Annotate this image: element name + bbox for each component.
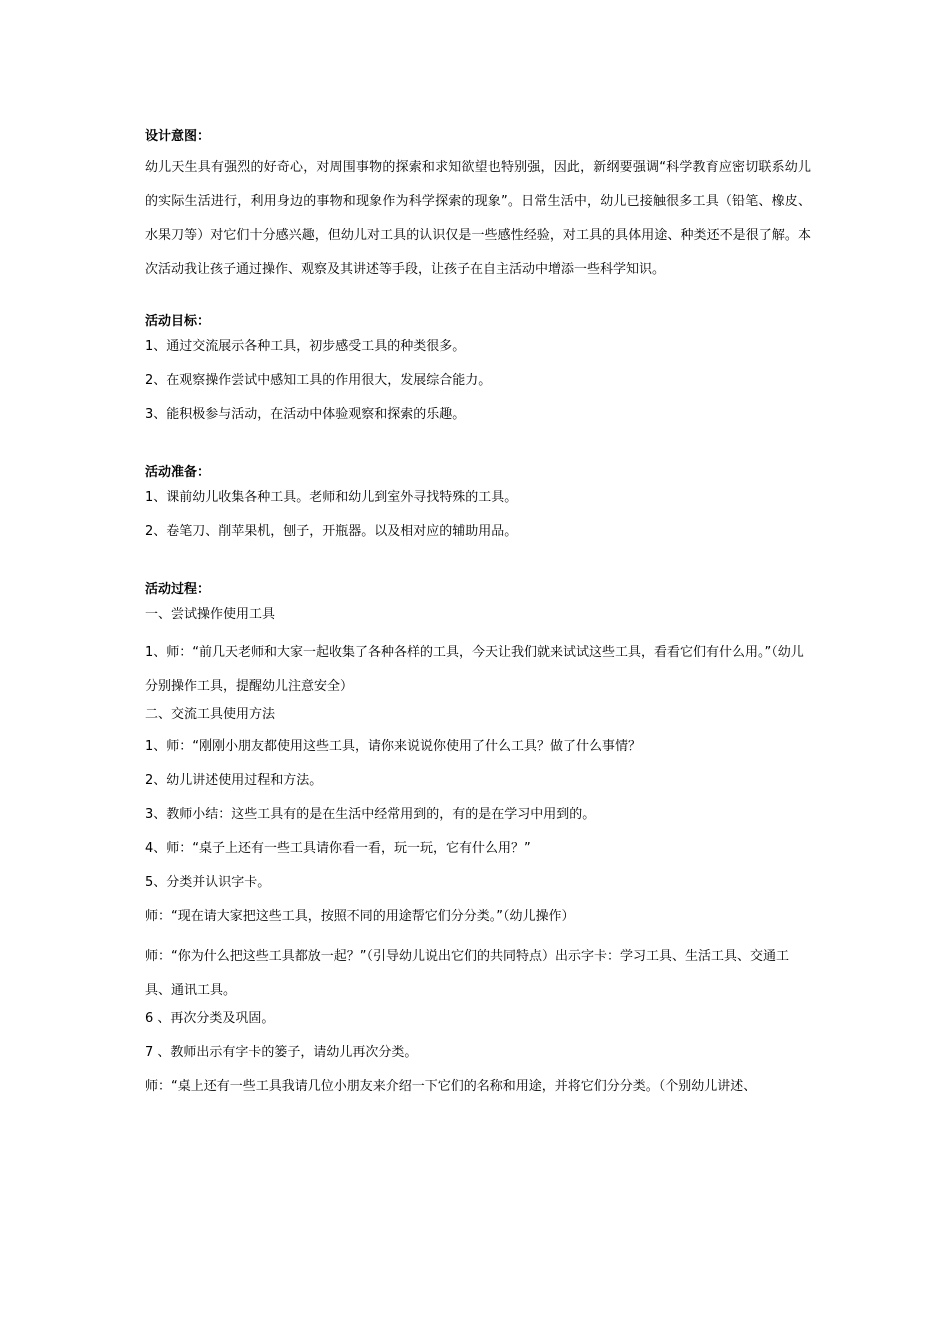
preparation-item: 2、卷笔刀、削苹果机，刨子，开瓶器。以及相对应的辅助用品。 — [145, 524, 518, 539]
process-part2-item: 3、教师小结：这些工具有的是在生活中经常用到的，有的是在学习中用到的。 — [145, 807, 596, 822]
section-process — [145, 579, 811, 1097]
section-design-intent — [145, 126, 811, 287]
preparation-heading: 活动准备： — [145, 465, 211, 480]
teacher-line: 师：“桌上还有一些工具我请几位小朋友来介绍一下它们的名称和用途，并将它们分分类。（个别幼儿讲述、 — [145, 1079, 757, 1094]
design-intent-heading: 设计意图： — [145, 129, 211, 144]
teacher-line: 师：“你为什么把这些工具都放一起？”（引导幼儿说出它们的共同特点）出示字卡：学习工具、生活工具、交通工具、通讯工具。 — [145, 949, 789, 998]
process-part2-item: 1、师：“刚刚小朋友都使用这些工具，请你来说说你使用了什么工具？做了什么事情？ — [145, 739, 642, 754]
process-part2-item: 5、分类并认识字卡。 — [145, 875, 271, 890]
process-part2-item: 4、师：“桌子上还有一些工具请你看一看，玩一玩，它有什么用？” — [145, 841, 531, 856]
section-goals — [145, 311, 811, 425]
teacher-line: 师：“现在请大家把这些工具，按照不同的用途帮它们分分类。”（幼儿操作） — [145, 909, 575, 924]
process-part2-item: 2、幼儿讲述使用过程和方法。 — [145, 773, 323, 788]
preparation-item: 1、课前幼儿收集各种工具。老师和幼儿到室外寻找特殊的工具。 — [145, 490, 518, 505]
goal-item: 2、在观察操作尝试中感知工具的作用很大，发展综合能力。 — [145, 373, 492, 388]
process-part1-item: 1、师：“前几天老师和大家一起收集了各种各样的工具，今天让我们就来试试这些工具，看看它们有什么用。”（幼儿分别操作工具，提醒幼儿注意安全） — [145, 645, 804, 694]
process-part1-title: 一、尝试操作使用工具 — [145, 607, 276, 622]
design-intent-body: 幼儿天生具有强烈的好奇心，对周围事物的探索和求知欲望也特别强，因此，新纲要强调“科学教育应密切联系幼儿的实际生活进行，利用身边的事物和现象作为科学探索的现象”。日常生活中，幼儿已接触很多工具（铅笔、橡皮、水果刀等）对它们十分感兴趣，但幼儿对工具的认识仅是一些感性经验，对工具的具体用途、种类还不是很了解。本次活动我让孩子通过操作、观察及其讲述等手段，让孩子在自主活动中增添一些科学知识。 — [145, 160, 811, 277]
section-spacer — [145, 287, 811, 311]
goal-item: 3、能积极参与活动，在活动中体验观察和探索的乐趣。 — [145, 407, 466, 422]
process-item-6: 6 、再次分类及巩固。 — [145, 1011, 275, 1026]
process-heading: 活动过程： — [145, 582, 211, 597]
goals-heading: 活动目标： — [145, 314, 211, 329]
goal-item: 1、通过交流展示各种工具，初步感受工具的种类很多。 — [145, 339, 466, 354]
process-item-7: 7 、教师出示有字卡的篓子，请幼儿再次分类。 — [145, 1045, 418, 1060]
section-spacer — [145, 438, 811, 462]
document-content — [145, 126, 811, 1110]
section-spacer — [145, 555, 811, 579]
process-part2-title: 二、交流工具使用方法 — [145, 707, 276, 722]
section-preparation — [145, 462, 811, 542]
